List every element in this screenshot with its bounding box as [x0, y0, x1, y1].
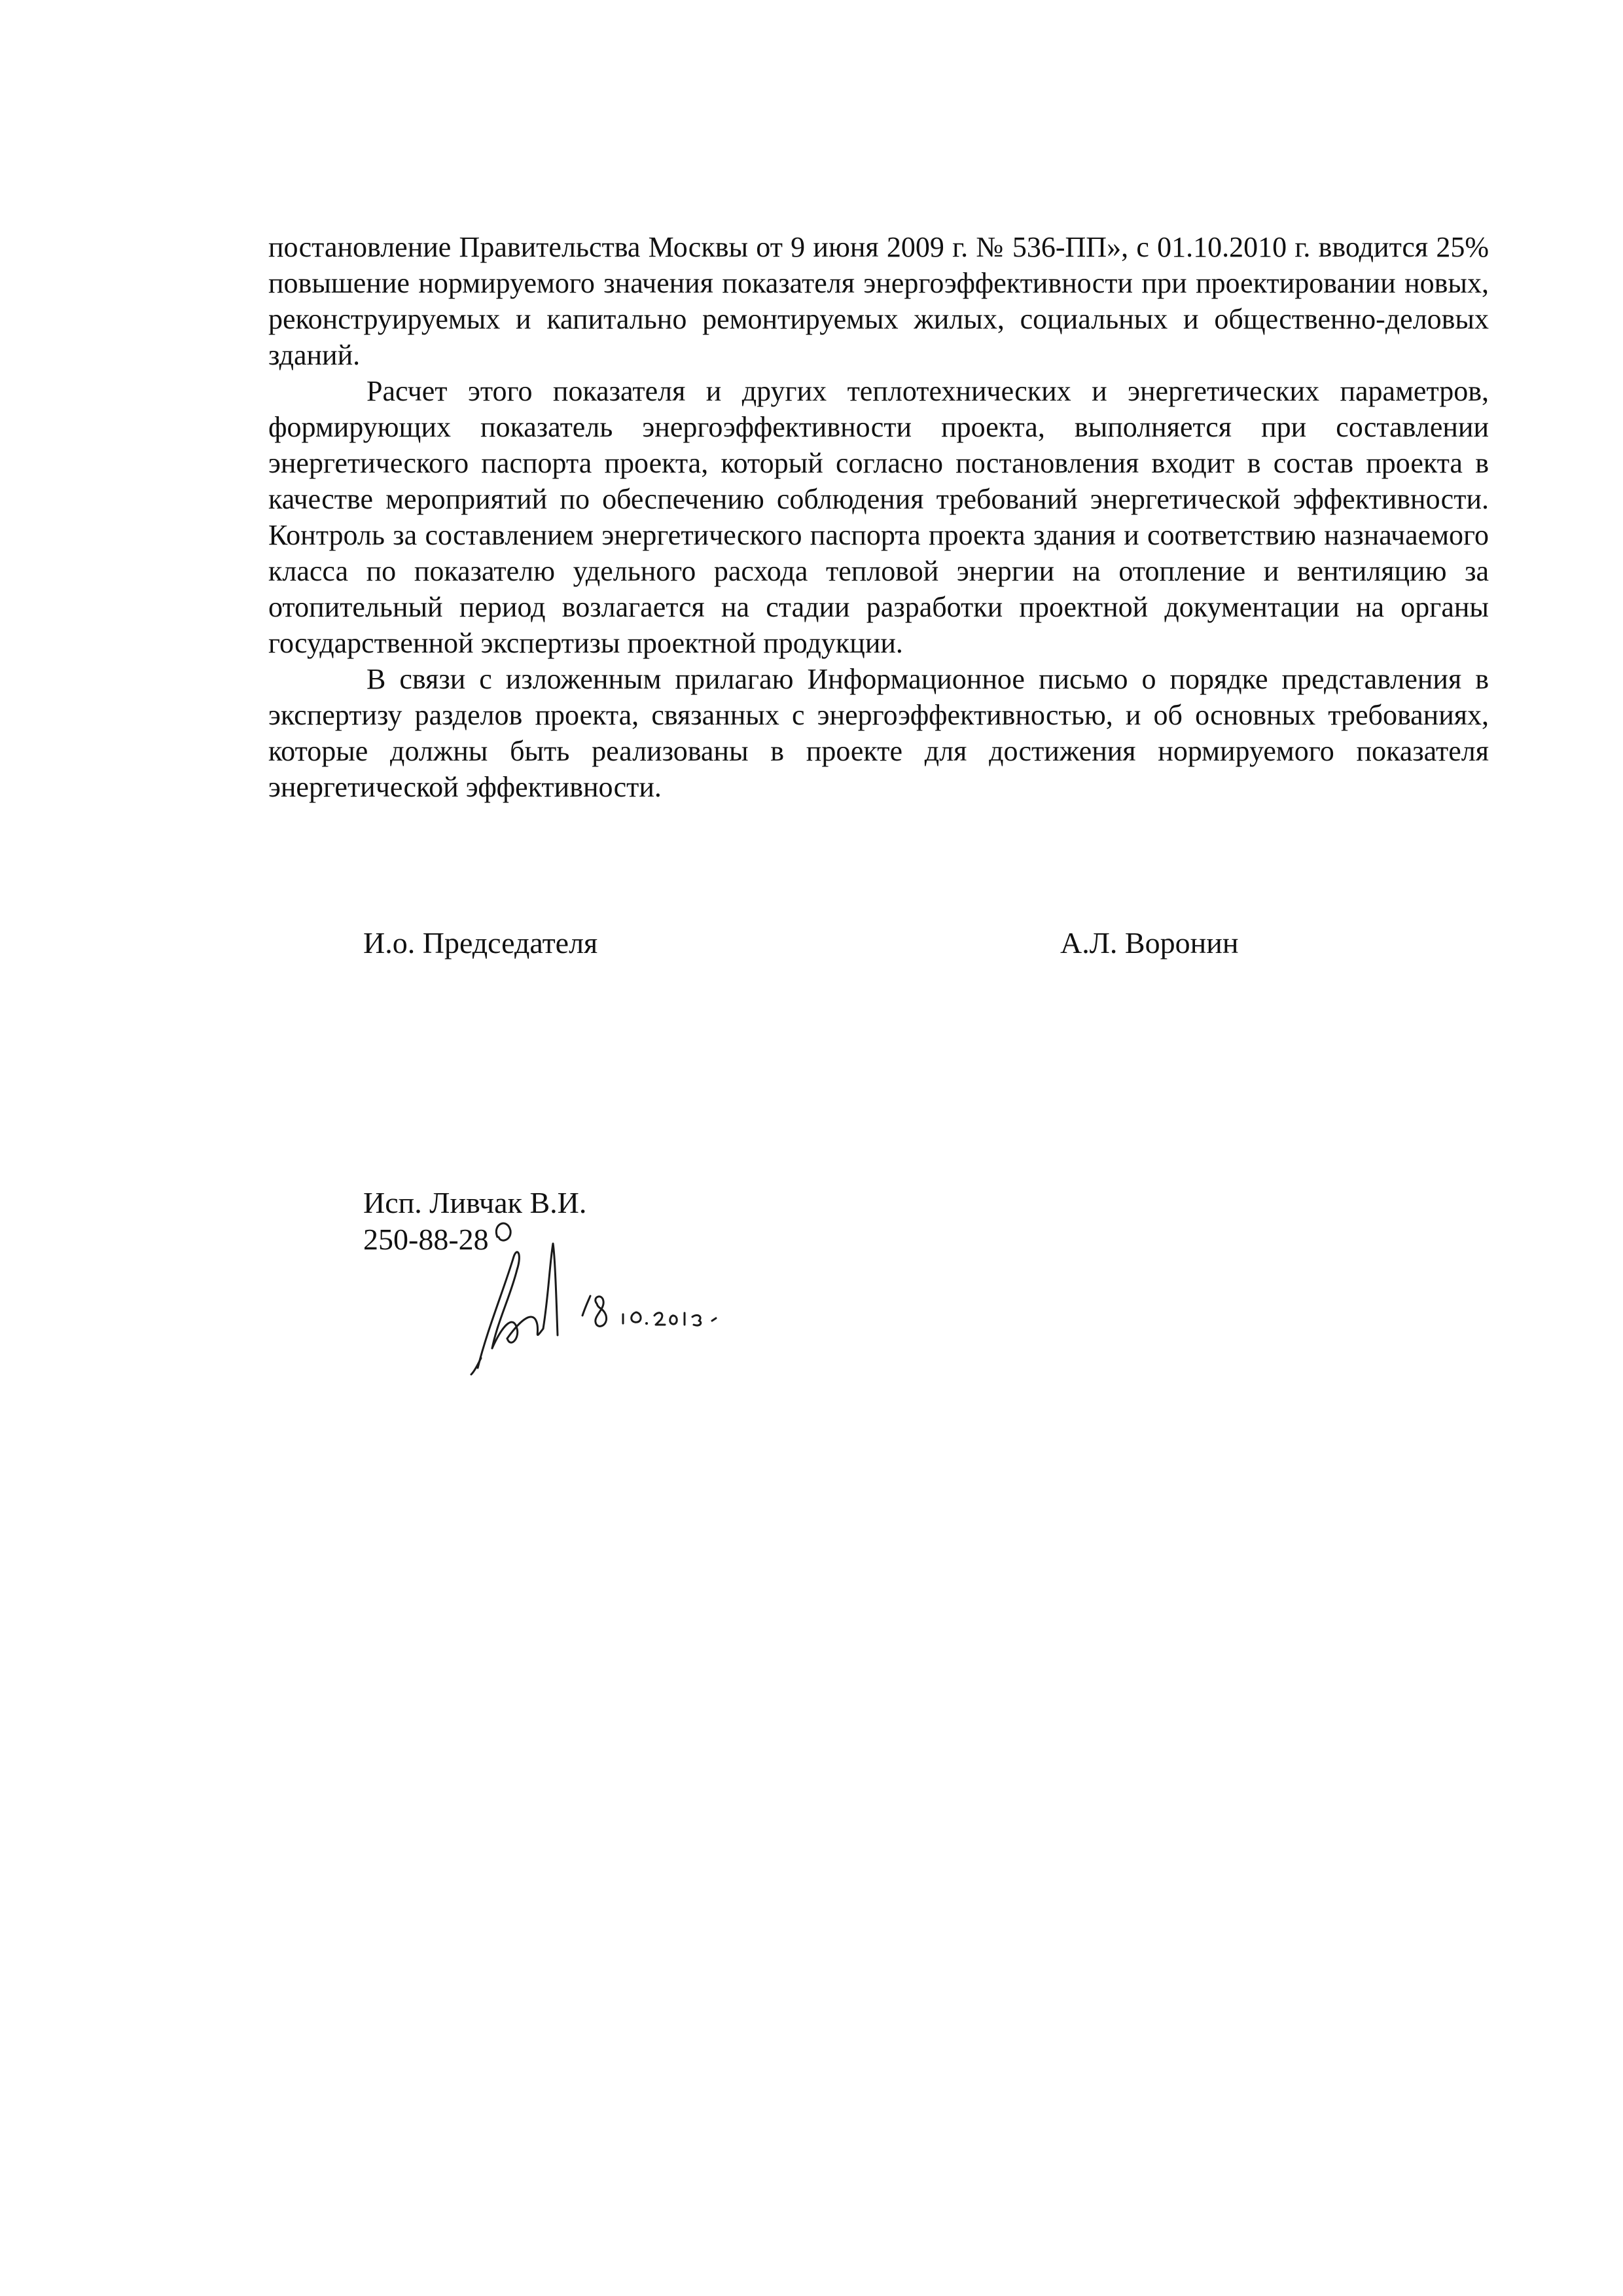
executor-name: Исп. Ливчак В.И.: [363, 1186, 587, 1219]
signatory-role: И.о. Председателя: [363, 926, 598, 960]
signatory-name: А.Л. Воронин: [1060, 926, 1239, 960]
paragraph-2: Расчет этого показателя и других теплотехнических и энергетических параметров, формирующих показатель энергоэффективности проекта, выполняется при составлении энергетического паспорта проекта, который согласно постановления входит в состав проекта в качестве мероприятий по обеспечению соблюдения требований энергетической эффективности. Контроль за составлением энергетического паспорта проекта здания и соответствию назначаемого класса по показателю удельного расхода тепловой энергии на отопление и вентиляцию за отопительный период возлагается на стадии разработки проектной документации на органы государственной экспертизы проектной продукции.: [268, 375, 1489, 659]
letter-body: [268, 229, 1489, 805]
executor-phone: 250-88-28: [363, 1223, 489, 1256]
paragraph-1: постановление Правительства Москвы от 9 июня 2009 г. № 536-ПП», с 01.10.2010 г. вводится 25% повышение нормируемого значения показателя энергоэффективности при проектировании новых, реконструируемых и капитально ремонтируемых жилых, социальных и общественно-деловых зданий.: [268, 231, 1489, 371]
paragraph-3: В связи с изложенным прилагаю Информационное письмо о порядке представления в экспертизу разделов проекта, связанных с энергоэффективностью, и об основных требованиях, которые должны быть реализованы в проекте для достижения нормируемого показателя энергетической эффективности.: [268, 663, 1489, 803]
handwritten-signature: [452, 1217, 726, 1388]
